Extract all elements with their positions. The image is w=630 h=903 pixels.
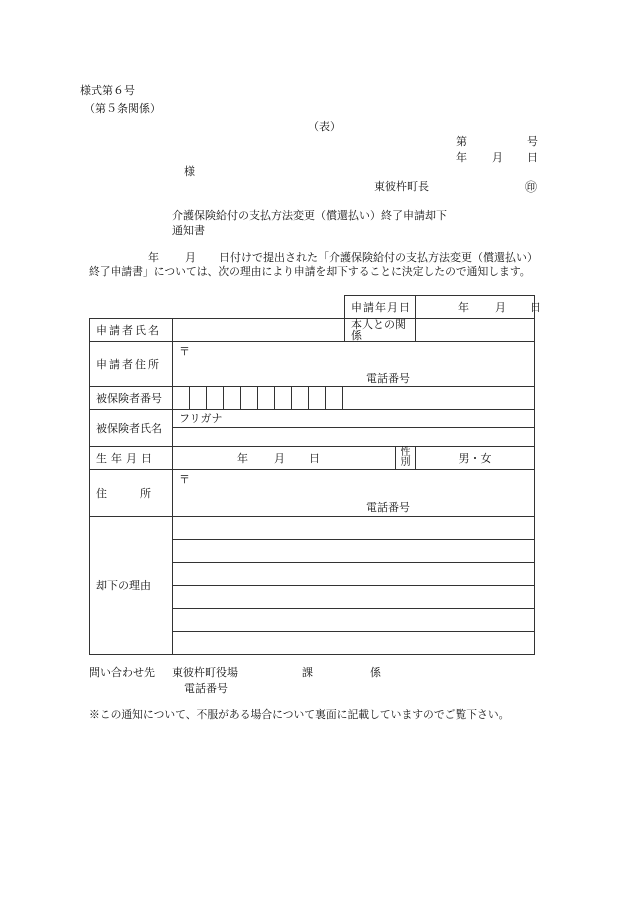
address-field[interactable]: [173, 470, 535, 517]
relationship-label: 本人との関係: [345, 319, 416, 342]
side-label: （表）: [308, 120, 341, 133]
title-line-1: 介護保険給付の支払方法変更（償還払い）終了申請却下: [172, 209, 447, 222]
birthdate-year: 年: [237, 452, 248, 465]
relationship-field[interactable]: [416, 319, 535, 342]
date-day: 日: [527, 151, 538, 164]
application-date-year: 年: [458, 301, 470, 314]
insured-number-digit[interactable]: [173, 387, 190, 409]
insured-number-digit[interactable]: [326, 387, 343, 409]
reason-line[interactable]: [173, 517, 535, 540]
reason-label: 却下の理由: [90, 517, 173, 655]
contact-office: 東彼杵町役場: [172, 666, 238, 679]
title-line-2: 通知書: [172, 224, 205, 237]
contact-label: 問い合わせ先: [89, 666, 155, 679]
insured-number-digit[interactable]: [292, 387, 309, 409]
furigana-label: フリガナ: [179, 412, 223, 425]
addressee-suffix: 様: [184, 165, 195, 178]
insured-number-digit[interactable]: [258, 387, 275, 409]
insured-number-digit[interactable]: [309, 387, 326, 409]
reason-line[interactable]: [173, 609, 535, 632]
birthdate-month: 月: [274, 452, 285, 465]
doc-no-prefix: 第: [456, 135, 467, 148]
reason-line[interactable]: [173, 586, 535, 609]
issuer-name: 東彼杵町長: [374, 180, 429, 193]
application-form-table: [89, 295, 542, 655]
contact-phone: 電話番号: [184, 682, 228, 695]
postal-mark: 〒: [179, 345, 190, 358]
date-month: 月: [492, 151, 503, 164]
birthdate-field[interactable]: [173, 447, 396, 470]
applicant-name-label: 申請者氏名: [90, 319, 173, 342]
birthdate-label: 生年月日: [90, 447, 173, 470]
date-year: 年: [456, 151, 467, 164]
insured-number-digit[interactable]: [275, 387, 292, 409]
objection-note: ※この通知について、不服がある場合について裏面に記載していますのでご覧下さい。: [89, 708, 510, 721]
applicant-address-label: 申請者住所: [90, 342, 173, 387]
insured-number-digit[interactable]: [207, 387, 224, 409]
address-phone-label: 電話番号: [366, 501, 410, 514]
address-label: 住 所: [90, 470, 173, 517]
seal-mark: ㊞: [525, 180, 538, 194]
insured-name-label: 被保険者氏名: [90, 410, 173, 447]
intro-month: 月: [185, 251, 196, 264]
birthdate-day: 日: [309, 452, 320, 465]
postal-mark-2: 〒: [179, 473, 190, 486]
applicant-address-field[interactable]: [173, 342, 535, 387]
intro-text-line-2: 終了申請書」については、次の理由により申請を却下することに決定したので通知します。: [89, 265, 531, 278]
furigana-field[interactable]: [173, 410, 535, 428]
insured-number-digit[interactable]: [224, 387, 241, 409]
gender-label: 性別: [396, 447, 416, 470]
reason-line[interactable]: [173, 540, 535, 563]
application-date-label: 申請年月日: [345, 296, 416, 319]
insured-number-digit[interactable]: [241, 387, 258, 409]
insured-name-field[interactable]: [173, 428, 535, 447]
doc-no-suffix: 号: [527, 135, 538, 148]
reason-line[interactable]: [173, 632, 535, 655]
intro-text: 日付けで提出された「介護保険給付の支払方法変更（償還払い）: [219, 251, 538, 264]
applicant-phone-label: 電話番号: [366, 372, 410, 385]
form-number: 様式第６号: [80, 84, 135, 97]
article-reference: （第５条関係）: [84, 102, 161, 115]
contact-section: 課: [302, 666, 313, 679]
gender-value[interactable]: 男・女: [416, 447, 535, 470]
application-date-day: 日: [530, 301, 542, 314]
intro-year: 年: [148, 251, 159, 264]
applicant-name-field[interactable]: [173, 319, 345, 342]
application-date-field[interactable]: [416, 296, 542, 319]
contact-staff: 係: [370, 666, 381, 679]
insured-number-label: 被保険者番号: [90, 387, 173, 410]
reason-line[interactable]: [173, 563, 535, 586]
insured-number-boxes[interactable]: [173, 387, 535, 410]
insured-number-digit[interactable]: [190, 387, 207, 409]
application-date-month: 月: [495, 301, 507, 314]
